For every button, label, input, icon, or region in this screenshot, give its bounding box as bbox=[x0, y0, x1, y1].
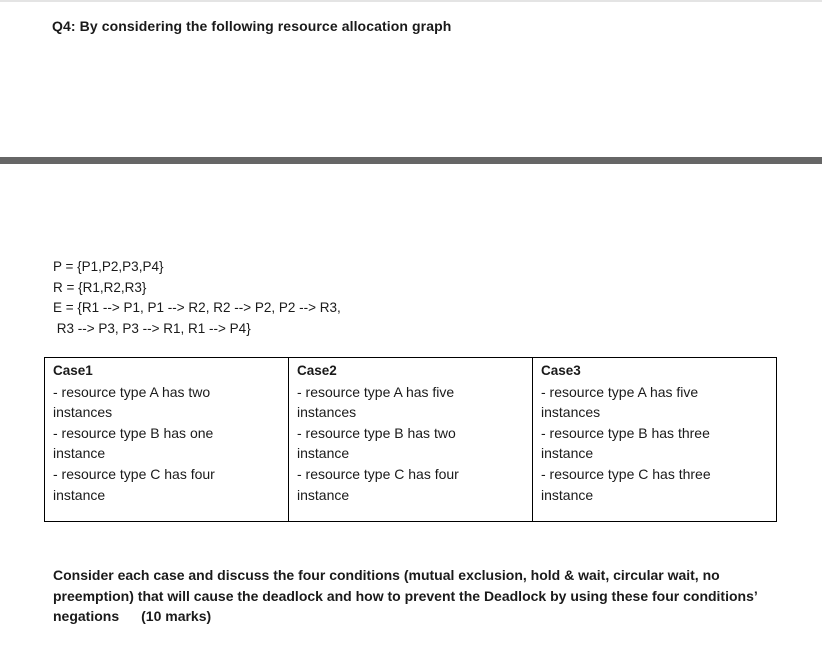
case-line: - resource type A has five bbox=[541, 383, 699, 400]
case-line: - resource type C has three bbox=[541, 465, 711, 482]
case-line: instance bbox=[541, 445, 594, 462]
case-title: Case3 bbox=[541, 363, 581, 378]
case-line: - resource type A has two bbox=[53, 383, 211, 400]
case-line: - resource type C has four bbox=[297, 465, 459, 482]
case-line: instance bbox=[297, 445, 350, 462]
case-line: - resource type B has three bbox=[541, 424, 710, 441]
case-line: instance bbox=[53, 445, 106, 462]
question-title: Q4: By considering the following resource allocation graph bbox=[52, 18, 452, 34]
edge-set-line-2: R3 --> P3, P3 --> R1, R1 --> P4} bbox=[53, 320, 251, 336]
case-cell-2 bbox=[289, 358, 533, 522]
case-line: - resource type A has five bbox=[297, 383, 455, 400]
resource-set: R = {R1,R2,R3} bbox=[53, 279, 147, 295]
case-line: instance bbox=[53, 486, 106, 503]
instruction-text: Consider each case and discuss the four conditions (mutual exclusion, hold & wait, circular wait, no preemption) that will cause the deadlock and how to prevent the Deadlock by using these four conditions’ negations bbox=[53, 567, 757, 624]
case-line: instances bbox=[541, 404, 601, 421]
case-line: instances bbox=[53, 404, 113, 421]
case-title: Case2 bbox=[297, 363, 337, 378]
marks-label: (10 marks) bbox=[141, 608, 212, 624]
case-line: instances bbox=[297, 404, 357, 421]
case-line: - resource type B has two bbox=[297, 424, 456, 441]
instruction-paragraph bbox=[53, 565, 763, 627]
graph-placeholder-bar bbox=[0, 157, 822, 164]
case-title: Case1 bbox=[53, 363, 93, 378]
case-line: - resource type B has one bbox=[53, 424, 214, 441]
graph-definitions bbox=[53, 257, 341, 339]
case-line: instance bbox=[297, 486, 350, 503]
case-line: instance bbox=[541, 486, 594, 503]
cases-table bbox=[44, 357, 777, 522]
case-cell-3 bbox=[533, 358, 777, 522]
table-row bbox=[45, 358, 777, 522]
case-line: - resource type C has four bbox=[53, 465, 215, 482]
edge-set-line-1: E = {R1 --> P1, P1 --> R2, R2 --> P2, P2 --> R3, bbox=[53, 300, 341, 315]
top-divider bbox=[0, 0, 822, 2]
process-set: P = {P1,P2,P3,P4} bbox=[53, 259, 164, 274]
case-cell-1 bbox=[45, 358, 289, 522]
